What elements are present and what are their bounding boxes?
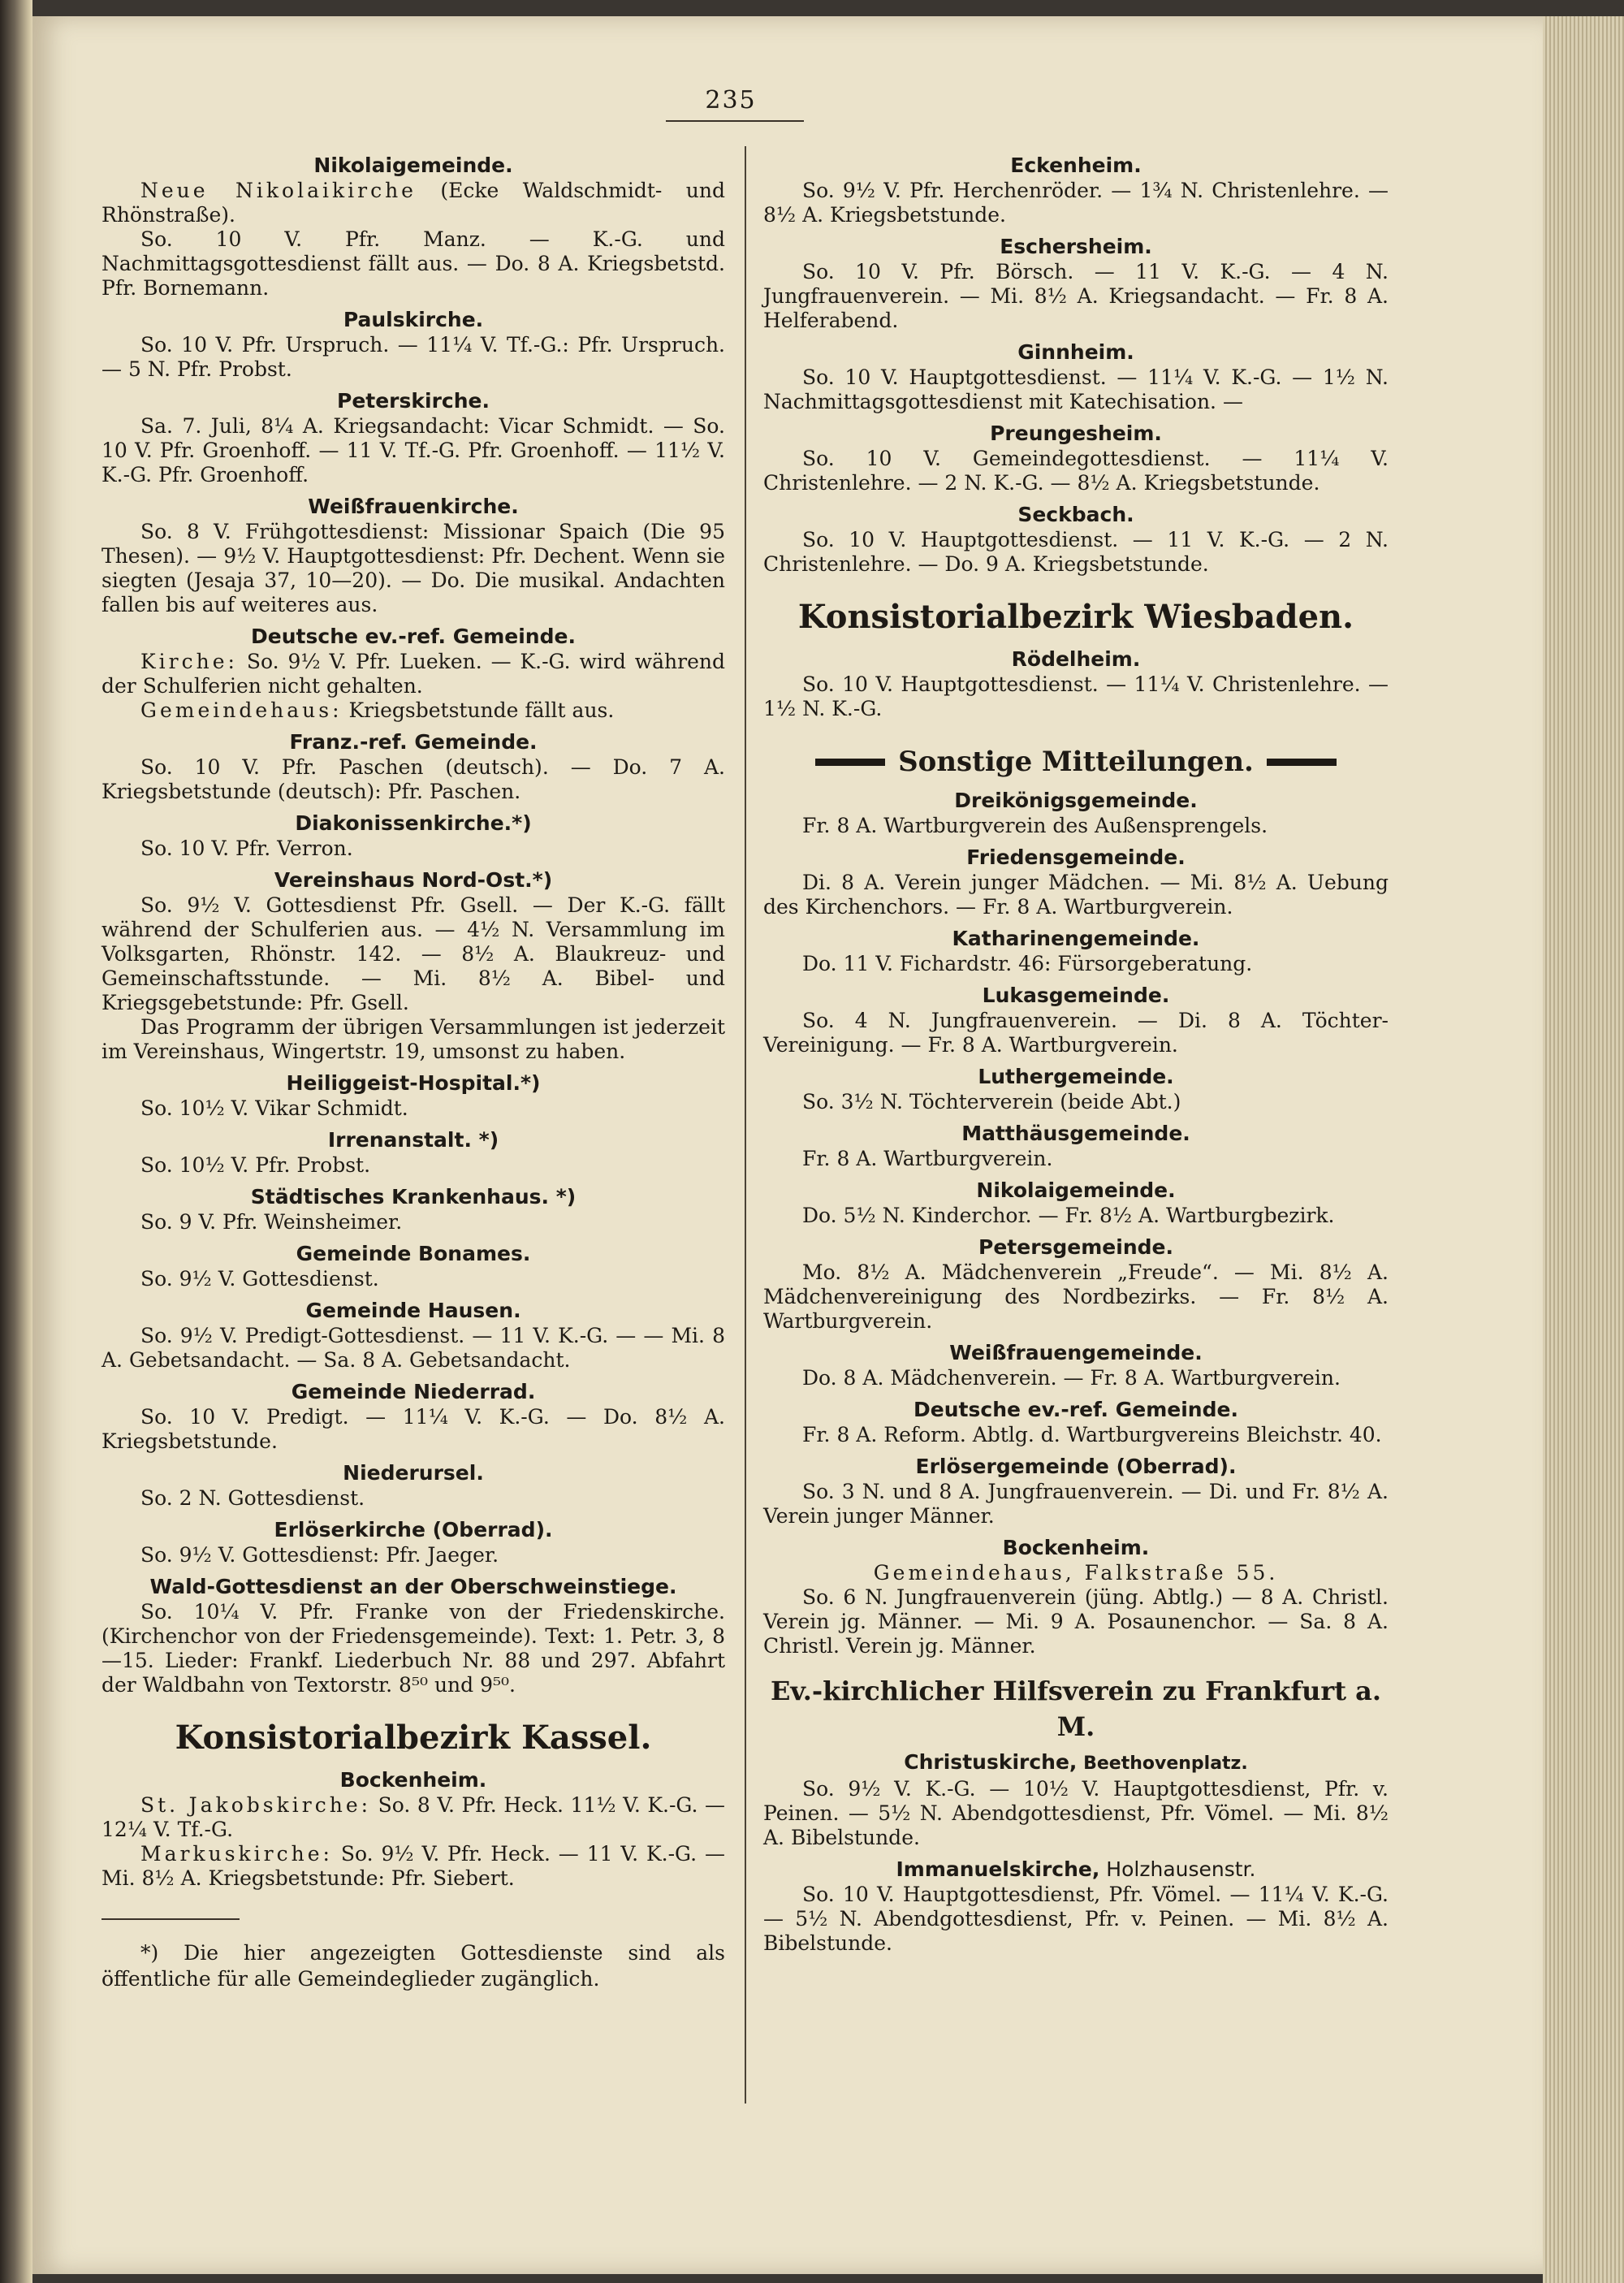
paragraph: [102, 650, 725, 698]
paragraph: So. 10 V. Hauptgottesdienst. — 11¼ V. Christenlehre. — 1½ N. K.-G.: [763, 672, 1389, 720]
left-column: [102, 153, 725, 2013]
footnote-rule: [102, 1918, 240, 1920]
section-heading: Diakonissenkirche.*): [295, 811, 532, 835]
paragraph: So. 9½ V. Pfr. Herchenröder. — 1¾ N. Christenlehre. — 8½ A. Kriegsbetstunde.: [763, 179, 1389, 227]
section-heading: Rödelheim.: [1011, 647, 1141, 671]
paragraph: So. 10¼ V. Pfr. Franke von der Friedenskirche. (Kirchenchor von der Friedensgemeinde). Text: 1. Petr. 3, 8—15. Lieder: Frankf. Liederbuch Nr. 88 und 297. Abfahrt der Waldbahn von Textorstr. 8⁵⁰ und 9⁵⁰.: [102, 1600, 725, 1697]
paragraph: [102, 1842, 725, 1891]
paragraph: So. 6 N. Jungfrauenverein (jüng. Abtlg.) — 8 A. Christl. Verein jg. Männer. — Mi. 9 A. Posaunenchor. — Sa. 8 A. Christl. Verein jg. Männer.: [763, 1585, 1389, 1658]
page-edges: [1543, 16, 1624, 2283]
paragraph: So. 10 V. Hauptgottesdienst. — 11 V. K.-G. — 2 N. Christenlehre. — Do. 9 A. Kriegsbetstunde.: [763, 528, 1389, 576]
text: Kriegsbetstunde fällt aus.: [342, 698, 615, 722]
paragraph: So. 10 V. Hauptgottesdienst. — 11¼ V. K.-G. — 1½ N. Nachmittagsgottesdienst mit Katechisation. —: [763, 365, 1389, 413]
section-heading: Seckbach.: [1017, 503, 1134, 526]
section-heading: Nikolaigemeinde.: [313, 153, 513, 177]
section-heading: Nikolaigemeinde.: [976, 1178, 1176, 1202]
section-heading: Weißfrauengemeinde.: [949, 1341, 1203, 1364]
address: Beethovenplatz.: [1077, 1753, 1248, 1774]
section-heading: Eckenheim.: [1010, 153, 1142, 177]
paragraph: Fr. 8 A. Wartburgverein des Außensprengels.: [802, 814, 1268, 837]
paragraph: Di. 8 A. Verein junger Mädchen. — Mi. 8½ A. Uebung des Kirchenchors. — Fr. 8 A. Wartburgverein.: [763, 871, 1389, 919]
section-heading: Weißfrauenkirche.: [308, 495, 519, 518]
right-column: [763, 153, 1389, 1956]
paragraph: So. 10 V. Pfr. Börsch. — 11 V. K.-G. — 4 N. Jungfrauenverein. — Mi. 8½ A. Kriegsandacht. — Fr. 8 A. Helferabend.: [763, 260, 1389, 332]
label: Kirche:: [140, 650, 238, 673]
paragraph: So. 10 V. Pfr. Manz. — K.-G. und Nachmittagsgottesdienst fällt aus. — Do. 8 A. Kriegsbetstd. Pfr. Bornemann.: [102, 227, 725, 300]
paragraph: So. 9½ V. K.-G. — 10½ V. Hauptgottesdienst, Pfr. v. Peinen. — 5½ N. Abendgottesdienst, Pfr. Vömel. — Mi. 8½ A. Bibelstunde.: [763, 1777, 1389, 1849]
section-heading: [763, 1749, 1389, 1777]
paragraph: Do. 11 V. Fichardstr. 46: Fürsorgeberatung.: [802, 952, 1253, 975]
address: Holzhausenstr.: [1099, 1857, 1256, 1881]
text: So. 9½ V. Pfr. Lueken. — K.-G. wird während der Schulferien nicht gehalten.: [102, 650, 725, 698]
paragraph: So. 10½ V. Vikar Schmidt.: [140, 1096, 408, 1120]
paragraph: So. 10 V. Hauptgottesdienst, Pfr. Vömel. — 11¼ V. K.-G. — 5½ N. Abendgottesdienst, Pfr. v. Peinen. — Mi. 8½ A. Bibelstunde.: [763, 1883, 1389, 1955]
misc-heading: Sonstige Mitteilungen.: [898, 746, 1254, 778]
paragraph: So. 10 V. Pfr. Urspruch. — 11¼ V. Tf.-G.: Pfr. Urspruch. — 5 N. Pfr. Probst.: [102, 333, 725, 381]
book-binding: [0, 0, 32, 2283]
paragraph: So. 8 V. Frühgottesdienst: Missionar Spaich (Die 95 Thesen). — 9½ V. Hauptgottesdienst: Pfr. Dechent. Wenn sie siegten (Jesaja 37, 10—20). — Do. Die musikal. Andachten fallen bis auf weiteres aus.: [102, 520, 725, 616]
church-name: Markuskirche:: [140, 1842, 333, 1866]
decorative-bar: [1267, 759, 1337, 766]
column-divider: [745, 146, 746, 2104]
section-heading: Eschersheim.: [1000, 235, 1152, 258]
section-heading: Gemeinde Niederrad.: [291, 1380, 536, 1403]
section-heading: Matthäusgemeinde.: [961, 1122, 1190, 1145]
paragraph: So. 4 N. Jungfrauenverein. — Di. 8 A. Töchter-Vereinigung. — Fr. 8 A. Wartburgverein.: [763, 1009, 1389, 1057]
district-heading: Ev.-kirchlicher Hilfsverein zu Frankfurt a. M.: [770, 1675, 1382, 1742]
text: So. 9½ V. Pfr. Heck. — 11 V. K.-G. — Mi. 8½ A. Kriegsbetstunde: Pfr. Siebert.: [102, 1842, 725, 1890]
section-heading: Paulskirche.: [343, 308, 484, 331]
paragraph: Das Programm der übrigen Versammlungen ist jederzeit im Vereinshaus, Wingertstr. 19, umsonst zu haben.: [102, 1015, 725, 1063]
paragraph: So. 9½ V. Predigt-Gottesdienst. — 11 V. K.-G. — — Mi. 8 A. Gebetsandacht. — Sa. 8 A. Gebetsandacht.: [102, 1324, 725, 1372]
paragraph: So. 10 V. Pfr. Verron.: [140, 837, 353, 860]
section-heading: Friedensgemeinde.: [966, 845, 1186, 869]
section-heading: Preungesheim.: [990, 422, 1162, 445]
section-heading: Irrenanstalt. *): [327, 1128, 499, 1152]
section-heading: Wald-Gottesdienst an der Oberschweinstiege.: [149, 1575, 677, 1598]
section-heading: Petersgemeinde.: [978, 1235, 1173, 1259]
section-heading: Lukasgemeinde.: [982, 984, 1170, 1007]
misc-heading-row: [763, 744, 1389, 780]
paragraph: So. 9½ V. Gottesdienst.: [140, 1267, 379, 1291]
text: So. 8 V. Pfr. Heck. 11½ V. K.-G. — 12¼ V. Tf.-G.: [102, 1793, 725, 1841]
paragraph: Do. 5½ N. Kinderchor. — Fr. 8½ A. Wartburgbezirk.: [802, 1204, 1335, 1227]
section-heading: Deutsche ev.-ref. Gemeinde.: [251, 625, 576, 648]
church-name: Immanuelskirche,: [896, 1857, 1100, 1881]
paragraph: So. 9½ V. Gottesdienst: Pfr. Jaeger.: [140, 1543, 499, 1567]
paragraph: Fr. 8 A. Reform. Abtlg. d. Wartburgvereins Bleichstr. 40.: [802, 1423, 1382, 1446]
paragraph: [102, 698, 725, 723]
paragraph: So. 9 V. Pfr. Weinsheimer.: [140, 1210, 403, 1234]
section-heading: Ginnheim.: [1017, 340, 1134, 364]
paragraph: [102, 1793, 725, 1842]
church-name: Christuskirche,: [904, 1750, 1078, 1774]
paragraph: Do. 8 A. Mädchenverein. — Fr. 8 A. Wartburgverein.: [802, 1366, 1341, 1390]
section-heading: Luthergemeinde.: [978, 1065, 1174, 1088]
church-name: Neue Nikolaikirche: [140, 179, 417, 202]
district-heading: Konsistorialbezirk Kassel.: [175, 1719, 652, 1757]
section-heading: Franz.-ref. Gemeinde.: [289, 730, 538, 754]
paragraph: Mo. 8½ A. Mädchenverein „Freude“. — Mi. 8½ A. Mädchenvereinigung des Nordbezirks. — Fr. 8½ A. Wartburgverein.: [763, 1260, 1389, 1333]
paragraph: So. 10 V. Predigt. — 11¼ V. K.-G. — Do. 8½ A. Kriegsbetstunde.: [102, 1405, 725, 1453]
paragraph: So. 10 V. Pfr. Paschen (deutsch). — Do. 7 A. Kriegsbetstunde (deutsch): Pfr. Paschen.: [102, 755, 725, 803]
section-heading: Erlösergemeinde (Oberrad).: [915, 1455, 1237, 1478]
section-heading: [763, 1857, 1389, 1883]
paragraph: [102, 179, 725, 227]
section-heading: Niederursel.: [343, 1461, 484, 1485]
section-heading: Bockenheim.: [339, 1768, 487, 1792]
subheading: Gemeindehaus, Falkstraße 55.: [873, 1561, 1279, 1585]
section-heading: Erlöserkirche (Oberrad).: [274, 1518, 553, 1541]
section-heading: Heiliggeist-Hospital.*): [286, 1071, 541, 1095]
paragraph: So. 3½ N. Töchterverein (beide Abt.): [802, 1090, 1181, 1113]
district-heading: Konsistorialbezirk Wiesbaden.: [797, 598, 1354, 636]
section-heading: Gemeinde Bonames.: [296, 1242, 531, 1265]
paragraph: So. 10 V. Gemeindegottesdienst. — 11¼ V. Christenlehre. — 2 N. K.-G. — 8½ A. Kriegsbetstunde.: [763, 447, 1389, 495]
paragraph: Sa. 7. Juli, 8¼ A. Kriegsandacht: Vicar Schmidt. — So. 10 V. Pfr. Groenhoff. — 11 V. Tf.-G. Pfr. Groenhoff. — 11½ V. K.-G. Pfr. Groenhoff.: [102, 414, 725, 486]
paragraph: Fr. 8 A. Wartburgverein.: [802, 1147, 1053, 1170]
section-heading: Dreikönigsgemeinde.: [954, 789, 1198, 812]
section-heading: Vereinshaus Nord-Ost.*): [274, 868, 553, 892]
section-heading: Katharinengemeinde.: [952, 927, 1200, 950]
section-heading: Gemeinde Hausen.: [305, 1299, 521, 1322]
page-number: 235: [705, 86, 757, 115]
section-heading: Deutsche ev.-ref. Gemeinde.: [914, 1398, 1238, 1421]
footnote: *) Die hier angezeigten Gottesdienste sind als öffentliche für alle Gemeindeglieder zugänglich.: [102, 1941, 725, 1991]
paragraph: So. 9½ V. Gottesdienst Pfr. Gsell. — Der K.-G. fällt während der Schulferien aus. — 4½ N. Versammlung im Volksgarten, Rhönstr. 142. — 8½ A. Blaukreuz- und Gemeinschaftsstunde. — Mi. 8½ A. Bibel- und Kriegsgebetstunde: Pfr. Gsell.: [102, 893, 725, 1014]
section-heading: Bockenheim.: [1002, 1536, 1150, 1559]
section-heading: Städtisches Krankenhaus. *): [250, 1185, 577, 1209]
header-rule: [666, 120, 804, 122]
decorative-bar: [815, 759, 885, 766]
paragraph: So. 3 N. und 8 A. Jungfrauenverein. — Di. und Fr. 8½ A. Verein junger Männer.: [763, 1480, 1389, 1528]
church-name: St. Jakobskirche:: [140, 1793, 372, 1817]
paragraph: So. 2 N. Gottesdienst.: [140, 1486, 365, 1510]
section-heading: Peterskirche.: [337, 389, 490, 413]
label: Gemeindehaus:: [140, 698, 343, 722]
text: (Ecke Waldschmidt- und Rhönstraße).: [102, 179, 725, 227]
paragraph: So. 10½ V. Pfr. Probst.: [140, 1153, 371, 1177]
